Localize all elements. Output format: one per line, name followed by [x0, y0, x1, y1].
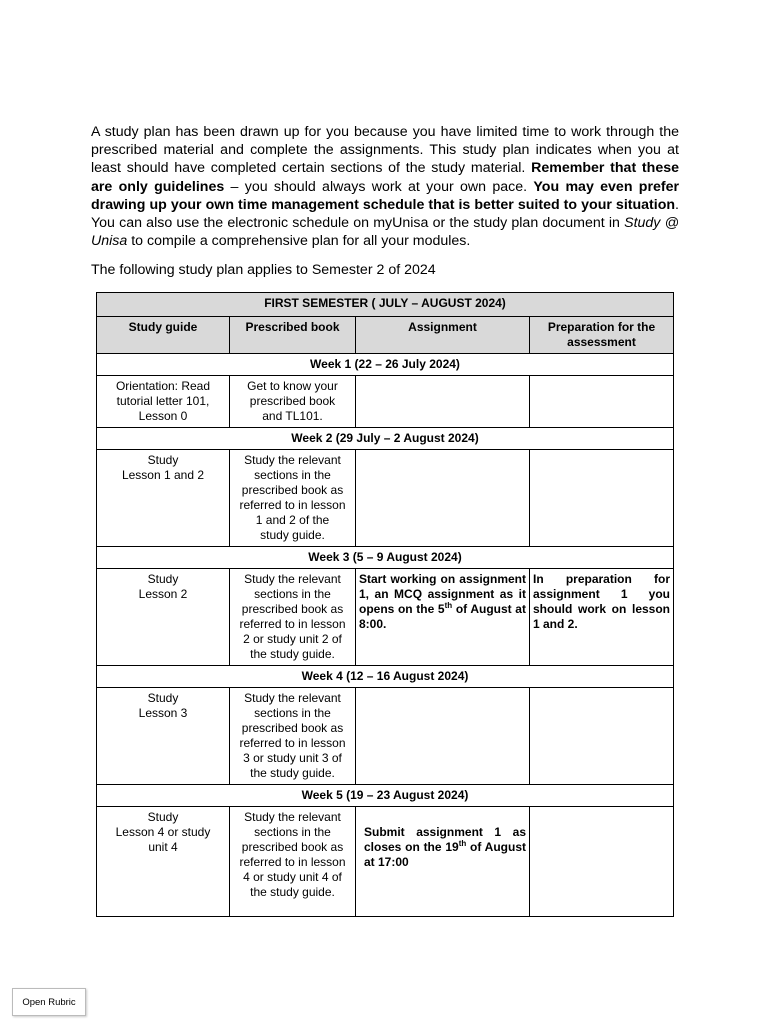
- text-line: 3 or study unit 3 of: [243, 751, 342, 765]
- week-4-study-guide: [97, 688, 230, 785]
- intro-text-1: A study plan has been drawn up for you because you have limited time to work through the prescribed material and complete the assignments. This study plan indicates when you at least should have completed certain sections of the study material.: [91, 124, 679, 177]
- text-line: sections in the: [254, 587, 331, 601]
- week-3-assignment: [356, 569, 530, 666]
- text-line: study guide.: [260, 528, 325, 542]
- week-4-prescribed-book: [230, 688, 356, 785]
- week-1-assignment: [356, 376, 530, 428]
- week-5-preparation: [530, 807, 674, 917]
- text-line: the study guide.: [250, 885, 335, 899]
- col-header-prescribed-book: Prescribed book: [230, 317, 356, 354]
- text-line: prescribed book: [249, 394, 336, 408]
- week-4-title: Week 4 (12 – 16 August 2024): [97, 666, 674, 688]
- text-line: referred to in lesson: [239, 617, 346, 631]
- text-line: Study the relevant: [244, 691, 341, 705]
- text-line: referred to in lesson: [239, 736, 346, 750]
- text-line: Study: [147, 453, 179, 467]
- text-line: sections in the: [254, 706, 331, 720]
- text-line: tutorial letter 101,: [116, 394, 210, 408]
- week-2-title: Week 2 (29 July – 2 August 2024): [97, 428, 674, 450]
- text-line: Lesson 3: [138, 706, 188, 720]
- open-rubric-button[interactable]: Open Rubric: [12, 988, 86, 1016]
- text-line: Lesson 0: [138, 409, 188, 423]
- assignment-text: Start working on assignment 1, an MCQ assignment as it opens on the 5: [359, 572, 526, 616]
- intro-text-4: to compile a comprehensive plan for all your modules.: [127, 233, 471, 250]
- text-line: the study guide.: [250, 766, 335, 780]
- text-line: prescribed book as: [241, 840, 344, 854]
- week-2-assignment: [356, 450, 530, 547]
- week-4-assignment: [356, 688, 530, 785]
- assignment-text: Submit assignment 1 as closes on the 19: [364, 825, 526, 854]
- week-5-study-guide: [97, 807, 230, 917]
- week-5-assignment: [356, 807, 530, 917]
- text-line: Orientation: Read: [115, 379, 211, 393]
- week-1-prescribed-book: [230, 376, 356, 428]
- text-line: referred to in lesson: [239, 855, 346, 869]
- text-line: 4 or study unit 4 of: [243, 870, 342, 884]
- text-line: referred to in lesson: [239, 498, 346, 512]
- text-line: Lesson 4 or study: [115, 825, 211, 839]
- text-line: prescribed book as: [241, 602, 344, 616]
- week-2-row: [97, 450, 674, 547]
- week-4-preparation: [530, 688, 674, 785]
- week-2-study-guide: [97, 450, 230, 547]
- intro-paragraph: [91, 123, 679, 250]
- text-line: unit 4: [148, 840, 178, 854]
- week-2-preparation: [530, 450, 674, 547]
- text-line: Study the relevant: [244, 572, 341, 586]
- week-3-prescribed-book: [230, 569, 356, 666]
- col-header-preparation: Preparation for the assessment: [530, 317, 674, 354]
- intro-italic: Study @ Unisa: [91, 215, 679, 250]
- week-3-preparation: In preparation for assignment 1 you should work on lesson 1 and 2.: [530, 569, 674, 666]
- week-1-preparation: [530, 376, 674, 428]
- text-line: prescribed book as: [241, 483, 344, 497]
- col-header-study-guide: Study guide: [97, 317, 230, 354]
- col-header-assignment: Assignment: [356, 317, 530, 354]
- assignment-text: of August at 17:00: [364, 840, 526, 869]
- text-line: Study: [147, 572, 179, 586]
- study-plan-table: [96, 292, 674, 917]
- week-3-title: Week 3 (5 – 9 August 2024): [97, 547, 674, 569]
- week-1-title: Week 1 (22 – 26 July 2024): [97, 354, 674, 376]
- text-line: Lesson 2: [138, 587, 188, 601]
- text-line: sections in the: [254, 468, 331, 482]
- semester-header: FIRST SEMESTER ( JULY – AUGUST 2024): [97, 293, 674, 317]
- text-line: Study the relevant: [244, 810, 341, 824]
- assignment-text: of August at 8:00.: [359, 602, 526, 631]
- intro-text-3: . You can also use the electronic schedule on myUnisa or the study plan document in: [91, 196, 679, 232]
- intro-text-2: – you should always work at your own pace.: [224, 178, 534, 195]
- applies-line: The following study plan applies to Semester 2 of 2024: [91, 262, 436, 278]
- ordinal-suffix: th: [458, 839, 467, 848]
- text-line: Study: [147, 691, 179, 705]
- week-5-prescribed-book: [230, 807, 356, 917]
- text-line: the study guide.: [250, 647, 335, 661]
- text-line: and TL101.: [262, 409, 323, 423]
- intro-bold-1: Remember that these are only guidelines: [91, 160, 679, 195]
- intro-bold-2: You may even prefer drawing up your own time management schedule that is better suited to your situation: [91, 178, 680, 213]
- text-line: 1 and 2 of the: [255, 513, 330, 527]
- text-line: prescribed book as: [241, 721, 344, 735]
- text-line: Lesson 1 and 2: [121, 468, 205, 482]
- text-line: 2 or study unit 2 of: [243, 632, 342, 646]
- week-5-title: Week 5 (19 – 23 August 2024): [97, 785, 674, 807]
- text-line: Study: [147, 810, 179, 824]
- week-1-study-guide: [97, 376, 230, 428]
- text-line: sections in the: [254, 825, 331, 839]
- week-1-row: [97, 376, 674, 428]
- text-line: Study the relevant: [244, 453, 341, 467]
- ordinal-suffix: th: [444, 601, 453, 610]
- week-3-study-guide: [97, 569, 230, 666]
- week-5-row: [97, 807, 674, 917]
- week-2-prescribed-book: [230, 450, 356, 547]
- week-4-row: [97, 688, 674, 785]
- text-line: Get to know your: [247, 379, 338, 393]
- week-3-row: [97, 569, 674, 666]
